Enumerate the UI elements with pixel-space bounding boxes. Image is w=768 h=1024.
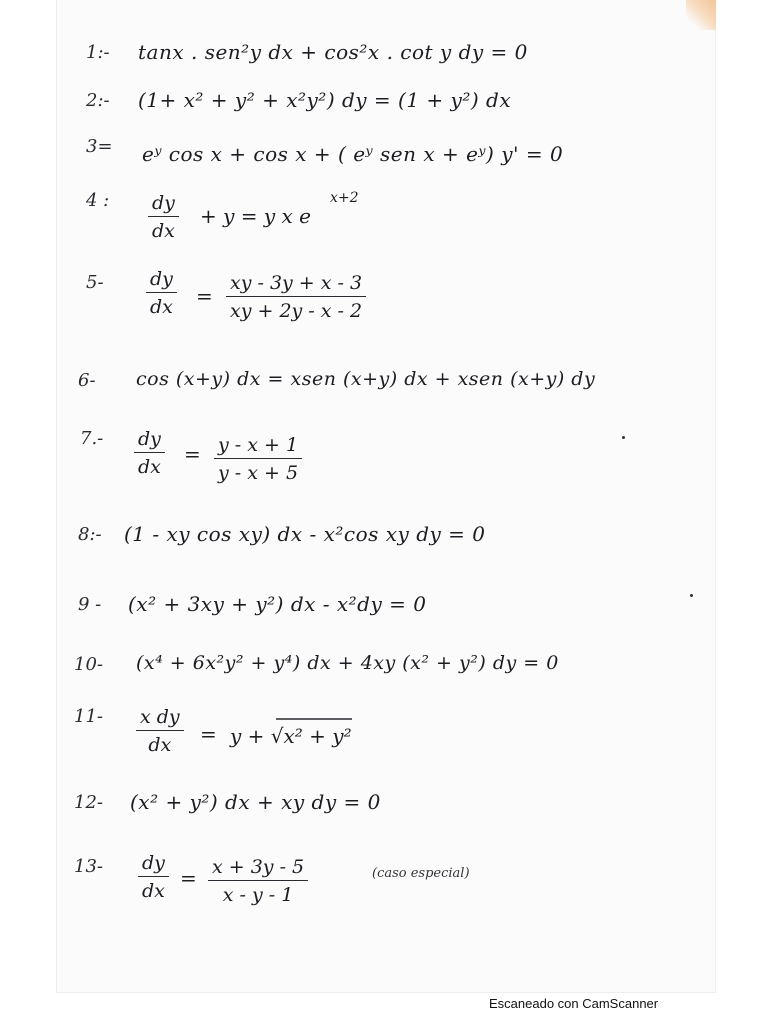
- problem-7-rhs-numerator: y - x + 1: [214, 434, 302, 459]
- sqrt-overline: [274, 716, 354, 726]
- problem-13-rhs-fraction: [208, 856, 308, 907]
- problem-13-number: 13-: [74, 856, 103, 877]
- problem-8-equation: (1 - xy cos xy) dx - x²cos xy dy = 0: [124, 522, 486, 546]
- problem-13-lhs-denominator: dx: [142, 880, 165, 902]
- problem-12-number: 12-: [74, 792, 103, 813]
- problem-5-rhs-denominator: xy + 2y - x - 2: [230, 300, 363, 322]
- problem-9-number: 9 -: [78, 594, 102, 615]
- problem-11-lhs-denominator: dx: [148, 734, 172, 756]
- problem-5-lhs-fraction: [146, 268, 177, 319]
- problem-12-equation: (x² + y²) dx + xy dy = 0: [130, 790, 381, 814]
- scan-speck: [622, 436, 625, 439]
- problem-13-rhs-numerator: x + 3y - 5: [208, 856, 308, 881]
- problem-7-lhs-denominator: dx: [138, 456, 161, 478]
- problem-6-number: 6-: [78, 370, 96, 391]
- problem-10-number: 10-: [74, 654, 103, 675]
- problem-1-equation: tanx . sen²y dx + cos²x . cot y dy = 0: [138, 40, 528, 64]
- problem-5-rhs-numerator: xy - 3y + x - 3: [226, 272, 366, 297]
- problem-4-lhs-fraction: [148, 192, 179, 243]
- problem-3-number: 3=: [86, 136, 113, 157]
- problem-11-lhs-numerator: x dy: [136, 706, 184, 731]
- page-corner-stain: [686, 0, 716, 30]
- problem-7-lhs-fraction: [134, 428, 165, 479]
- problem-2-equation: (1+ x² + y² + x²y²) dy = (1 + y²) dx: [138, 88, 512, 112]
- problem-4-lhs-denominator: dx: [152, 220, 175, 242]
- problem-5-number: 5-: [86, 272, 104, 293]
- problem-2-number: 2:-: [86, 90, 110, 111]
- problem-11-lhs-fraction: [136, 706, 184, 757]
- problem-5-equals: =: [196, 284, 213, 308]
- scanner-watermark: Escaneado con CamScanner: [489, 996, 659, 1011]
- problem-4-number: 4 :: [86, 190, 110, 211]
- problem-4-rhs: + y = y x e: [200, 204, 312, 228]
- problem-5-rhs-fraction: [226, 272, 366, 323]
- problem-6-equation: cos (x+y) dx = xsen (x+y) dx + xsen (x+y) dy: [136, 368, 596, 390]
- problem-7-equals: =: [184, 442, 201, 466]
- problem-5-lhs-denominator: dx: [150, 296, 173, 318]
- problem-4-lhs-numerator: dy: [148, 192, 179, 217]
- problem-5-lhs-numerator: dy: [146, 268, 177, 293]
- problem-13-lhs-fraction: [138, 852, 169, 903]
- problem-10-equation: (x⁴ + 6x²y² + y⁴) dx + 4xy (x² + y²) dy = 0: [136, 652, 559, 674]
- scan-speck: [690, 594, 693, 597]
- problem-11-equals: =: [200, 722, 217, 746]
- problem-7-rhs-denominator: y - x + 5: [218, 462, 299, 484]
- problem-13-lhs-numerator: dy: [138, 852, 169, 877]
- problem-7-lhs-numerator: dy: [134, 428, 165, 453]
- problem-7-rhs-fraction: [214, 434, 302, 485]
- problem-3-equation: eʸ cos x + cos x + ( eʸ sen x + eʸ) y' = 0: [142, 142, 564, 166]
- problem-11-rhs: y + √x² + y²: [230, 724, 352, 748]
- problem-13-equals: =: [180, 866, 197, 890]
- problem-9-equation: (x² + 3xy + y²) dx - x²dy = 0: [128, 592, 427, 616]
- problem-4-exponent: x+2: [330, 190, 359, 206]
- problem-13-rhs-denominator: x - y - 1: [222, 884, 294, 906]
- problem-11-number: 11-: [74, 706, 103, 727]
- problem-8-number: 8:-: [78, 524, 102, 545]
- problem-7-number: 7.-: [80, 428, 104, 449]
- problem-13-note: (caso especial): [372, 866, 470, 881]
- problem-1-number: 1:-: [86, 42, 110, 63]
